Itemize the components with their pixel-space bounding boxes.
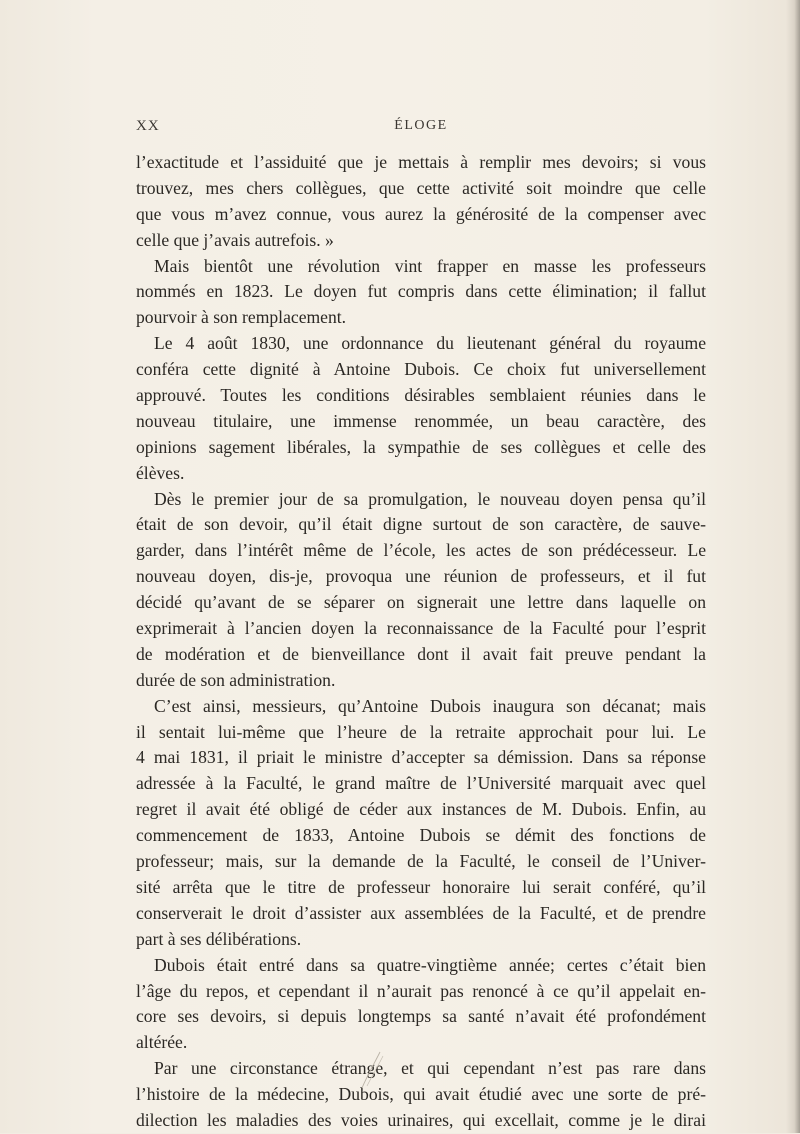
text-line: durée de son administration.	[136, 669, 336, 690]
text-line: nouveau titulaire, une immense renommée, un beau caractère, des	[136, 410, 706, 431]
text-line: était de son devoir, qu’il était digne surtout de son caractère, de sauve-	[136, 514, 706, 535]
pencil-mark	[358, 1050, 388, 1090]
text-line: de modération et de bienveillance dont il avait fait preuve pendant la	[136, 643, 706, 664]
text-line: 4 mai 1831, il priait le ministre d’accepter sa démission. Dans sa réponse	[136, 747, 706, 768]
text-line: décidé qu’avant de se séparer on signerait une lettre dans laquelle on	[136, 592, 706, 613]
text-line: exprimerait à l’ancien doyen la reconnaissance de la Faculté pour l’esprit	[136, 618, 706, 639]
text-line: adressée à la Faculté, le grand maître de l’Université marquait avec quel	[136, 773, 706, 794]
text-line: celle que j’avais autrefois. »	[136, 229, 334, 250]
page-header	[136, 118, 706, 142]
text-line: l’histoire de la médecine, Dubois, qui avait étudié avec une sorte de pré-	[136, 1084, 706, 1105]
text-line: opinions sagement libérales, la sympathie de ses collègues et celle des	[136, 436, 706, 457]
text-line: Mais bientôt une révolution vint frapper en masse les professeurs	[154, 255, 706, 276]
text-line: core ses devoirs, si depuis longtemps sa santé n’avait été profondément	[136, 1006, 706, 1027]
text-line: nouveau doyen, dis-je, provoqua une réunion de professeurs, et il fut	[136, 566, 706, 587]
text-line: commencement de 1833, Antoine Dubois se démit des fonctions de	[136, 825, 706, 846]
text-line: Le 4 août 1830, une ordonnance du lieutenant général du royaume	[154, 333, 706, 354]
text-line: sité arrêta que le titre de professeur honoraire lui serait conféré, qu’il	[136, 876, 706, 897]
text-line: élèves.	[136, 462, 185, 483]
text-line: il sentait lui-même que l’heure de la retraite approchait pour lui. Le	[136, 721, 706, 742]
text-line: l’âge du repos, et cependant il n’aurait pas renoncé à ce qu’il appelait en-	[136, 980, 706, 1001]
text-line: que vous m’avez connue, vous aurez la générosité de la compenser avec	[136, 203, 706, 224]
body-text	[136, 150, 706, 1134]
text-line: conféra cette dignité à Antoine Dubois. Ce choix fut universellement	[136, 359, 706, 380]
running-title: ÉLOGE	[394, 118, 448, 133]
text-line: trouvez, mes chers collègues, que cette activité soit moindre que celle	[136, 177, 706, 198]
text-line: garder, dans l’intérêt même de l’école, les actes de son prédécesseur. Le	[136, 540, 706, 561]
text-line: l’exactitude et l’assiduité que je mettais à remplir mes devoirs; si vous	[136, 152, 706, 172]
text-line: altérée.	[136, 1032, 188, 1053]
text-line: regret il avait été obligé de céder aux instances de M. Dubois. Enfin, au	[136, 799, 706, 820]
text-line: Dubois était entré dans sa quatre-vingtième année; certes c’était bien	[154, 954, 706, 975]
text-line: pourvoir à son remplacement.	[136, 307, 347, 328]
page-number: XX	[136, 118, 160, 134]
page-edge-shadow	[786, 0, 800, 1133]
text-line: C’est ainsi, messieurs, qu’Antoine Dubois inaugura son décanat; mais	[154, 695, 706, 716]
text-line: Dès le premier jour de sa promulgation, le nouveau doyen pensa qu’il	[154, 488, 706, 509]
text-line: approuvé. Toutes les conditions désirables semblaient réunies dans le	[136, 385, 706, 406]
text-line: nommés en 1823. Le doyen fut compris dans cette élimination; il fallut	[136, 281, 706, 302]
text-line: dilection les maladies des voies urinaires, qui excellait, comme je le dirai	[136, 1109, 706, 1130]
text-line: part à ses délibérations.	[136, 928, 302, 949]
text-line: Par une circonstance étrange, et qui cependant n’est pas rare dans	[154, 1058, 706, 1079]
text-line: professeur; mais, sur la demande de la Faculté, le conseil de l’Univer-	[136, 851, 706, 872]
text-line: conserverait le droit d’assister aux assemblées de la Faculté, et de prendre	[136, 902, 706, 923]
